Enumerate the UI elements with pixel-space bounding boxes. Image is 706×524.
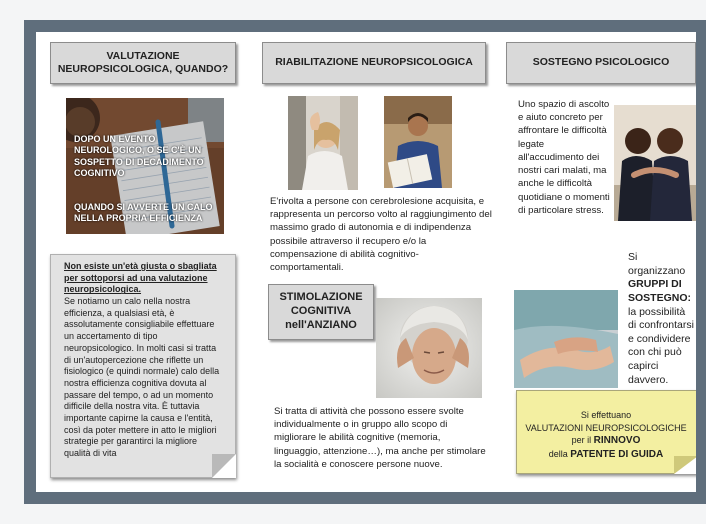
brochure-frame	[24, 20, 706, 504]
elderly-woman-photo	[376, 298, 482, 398]
man-reading-photo	[384, 96, 452, 188]
note-fold	[212, 454, 236, 478]
holding-hands-photo	[514, 290, 618, 388]
header-valutazione-text: VALUTAZIONE NEUROPSICOLOGICA, QUANDO?	[57, 49, 229, 75]
image-text-evento: DOPO UN EVENTO NEUROLOGICO, O SE C'È UN SOSPETTO DI DECADIMENTO COGNITIVO	[74, 134, 204, 178]
patente-line1: Si effettuano	[580, 410, 632, 420]
stim-header-line3: nell'ANZIANO	[285, 318, 357, 331]
header-sostegno	[506, 42, 696, 84]
patente-line4	[521, 448, 691, 462]
riabilitazione-body: E'rivolta a persone con cerebrolesione acquisita, e rappresenta un percorso volto al raggiungimento del massimo grado di autonomia e di indipendenza possibile attraverso il recupero e/o la compensazione di abilità cognitivo-comportamentali.	[270, 196, 492, 274]
gruppi-sostegno-block	[628, 251, 696, 387]
hugging-women-photo	[614, 105, 696, 221]
man-reading-illustration	[384, 96, 452, 188]
stimolazione-body: Si tratta di attività che possono essere svolte individualmente o in gruppo allo scopo di migliorare le abilità cognitive (memoria, linguaggio, attenzione…), ma anche per stimolare la socialità e conoscere persone nuove.	[274, 406, 486, 470]
groups-body: la possibilità di confrontarsi e condividere con chi può capirci davvero.	[628, 305, 694, 386]
groups-title: GRUPPI DI SOSTEGNO:	[628, 278, 692, 304]
patente-line4-bold: PATENTE DI GUIDA	[570, 449, 664, 461]
patente-note-fold	[674, 456, 696, 474]
image-text-calo: QUANDO SI AVVERTE UN CALO NELLA PROPRIA EFFICIENZA	[74, 202, 213, 224]
hugging-women-illustration	[614, 105, 696, 221]
woman-headache-photo	[288, 96, 358, 190]
note-patente	[516, 390, 696, 474]
header-riabilitazione	[262, 42, 486, 84]
header-stimolazione	[268, 284, 374, 340]
patente-line2: VALUTAZIONI NEUROPSICOLOGICHE	[525, 422, 687, 433]
groups-intro: Si organizzano	[628, 251, 686, 277]
woman-headache-illustration	[288, 96, 358, 190]
elderly-woman-illustration	[376, 298, 482, 398]
brochure-page	[36, 32, 696, 492]
sostegno-body: Uno spazio di ascolto e aiuto concreto per affrontare le difficoltà legate all'accudimento dei nostri cari malati, ma anche le difficoltà quotidiane o momenti di particolare stress.	[518, 99, 610, 216]
note-eta-giusta	[50, 254, 236, 478]
patente-line3-pre: per il	[571, 435, 594, 446]
patente-line4-pre: della	[548, 449, 571, 460]
note-body: Se notiamo un calo nella nostra efficienza, a qualsiasi età, è assolutamente consigliabile effettuare un accertamento di tipo neuropsicologico. In molti casi si tratta di un'autopercezione che riflette un fisiologico (e quindi normale) calo della nostra efficienza cognitiva dovuta al passare del tempo, o ad un momento difficile della nostra vita. È tuttavia importante capirne la causa e l'entità, così da poter mettere in atto le migliori strategie per garantirci la migliore qualità di vita	[64, 296, 220, 458]
holding-hands-illustration	[514, 290, 618, 388]
stim-header-line2: COGNITIVA	[290, 305, 352, 318]
header-valutazione	[50, 42, 236, 84]
stim-header-line1: STIMOLAZIONE	[279, 291, 363, 304]
note-title: Non esiste un'età giusta o sbagliata per sottoporsi ad una valutazione neuropsicologica.	[64, 261, 217, 295]
desk-notepad-photo	[66, 98, 224, 234]
patente-line3-bold: RINNOVO	[593, 435, 641, 447]
header-riabilitazione-text: RIABILITAZIONE NEUROPSICOLOGICA	[275, 56, 473, 69]
patente-line3	[521, 434, 691, 448]
header-sostegno-text: SOSTEGNO PSICOLOGICO	[532, 56, 670, 69]
